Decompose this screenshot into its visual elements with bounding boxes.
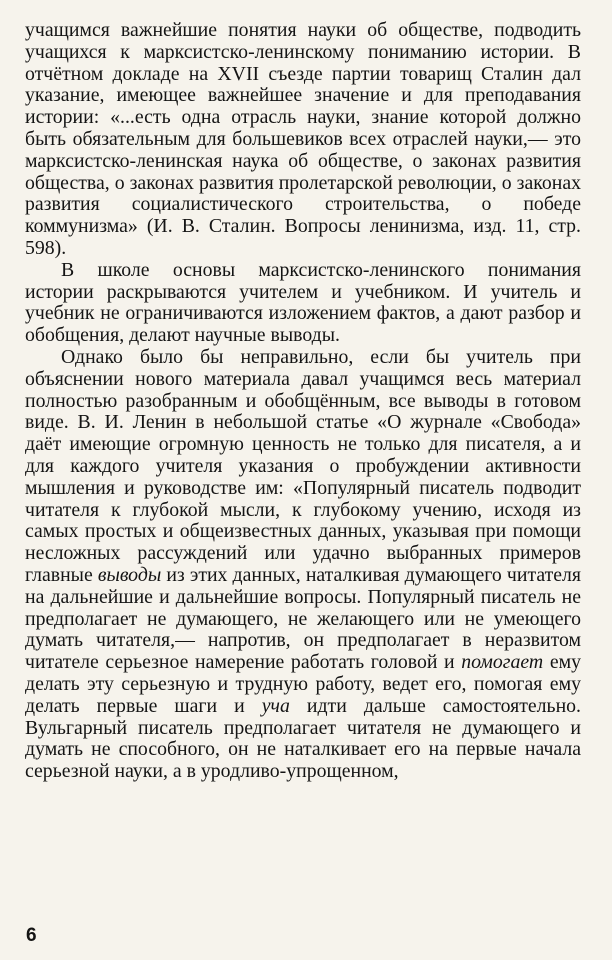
paragraph-1 [25,20,581,260]
paragraph-1-text: учащимся важнейшие понятия науки об обществе, подводить учащихся к марксистско-ленинскому пониманию истории. В отчётном докладе на XVII съезде партии товарищ Сталин дал указание, имеющее важнейшее значение и для преподавания истории: «...есть одна отрасль науки, знание которой должно быть обязательным для большевиков всех отраслей науки,— это марксистско-ленинская наука об обществе, о законах развития общества, о законах развития пролетарской революции, о законах развития социалистического строительства, о победе коммунизма» (И. В. Сталин. Вопросы ленинизма, изд. 11, стр. 598). [25,19,581,259]
body-text [25,20,581,783]
italic-ucha: уча [261,694,290,717]
paragraph-3-text-c: ему делать эту серьезную и трудную работу, ведет его, помогая ему делать первые шаги и [25,651,582,717]
paragraph-3-text-b: из этих данных, наталкивая думающего читателя на дальнейшие и дальнейшие вопросы. Популярный писатель не предполагает не думающего, не желающего или не умеющего думать читателя,— напротив, он предполагает в неразвитом читателе серьезное намерение работать головой и [25,563,581,674]
paragraph-3-text-d: идти дальше самостоятельно. Вульгарный писатель предполагает читателя не думающего и думать не способного, он не наталкивает его на первые начала серьезной науки, а в уродливо-упрощенном, [25,694,582,783]
paragraph-3-text-a: Однако было бы неправильно, если бы учитель при объяснении нового материала давал учащимся весь материал полностью разобранным и обобщённым, все выводы в готовом виде. В. И. Ленин в небольшой статье «О журнале «Свобода» даёт имеющие огромную ценность не только для писателя, а и для каждого учителя указания о пробуждении активности мышления и руководстве им: «Популярный писатель подводит читателя к глубокой мысли, к глубокому учению, исходя из самых простых и общеизвестных данных, указывая при помощи несложных рассуждений или удачно выбранных примеров главные [25,345,581,586]
italic-vyvody: выводы [97,563,162,586]
paragraph-2 [25,260,581,347]
paragraph-3 [25,347,581,783]
page-number: 6 [26,925,37,946]
paragraph-2-text: В школе основы марксистско-ленинского понимания истории раскрываются учителем и учебником. И учитель и учебник не ограничиваются изложением фактов, а дают разбор и обобщения, делают научные выводы. [25,258,581,347]
italic-pomogaet: помогает [461,651,544,674]
